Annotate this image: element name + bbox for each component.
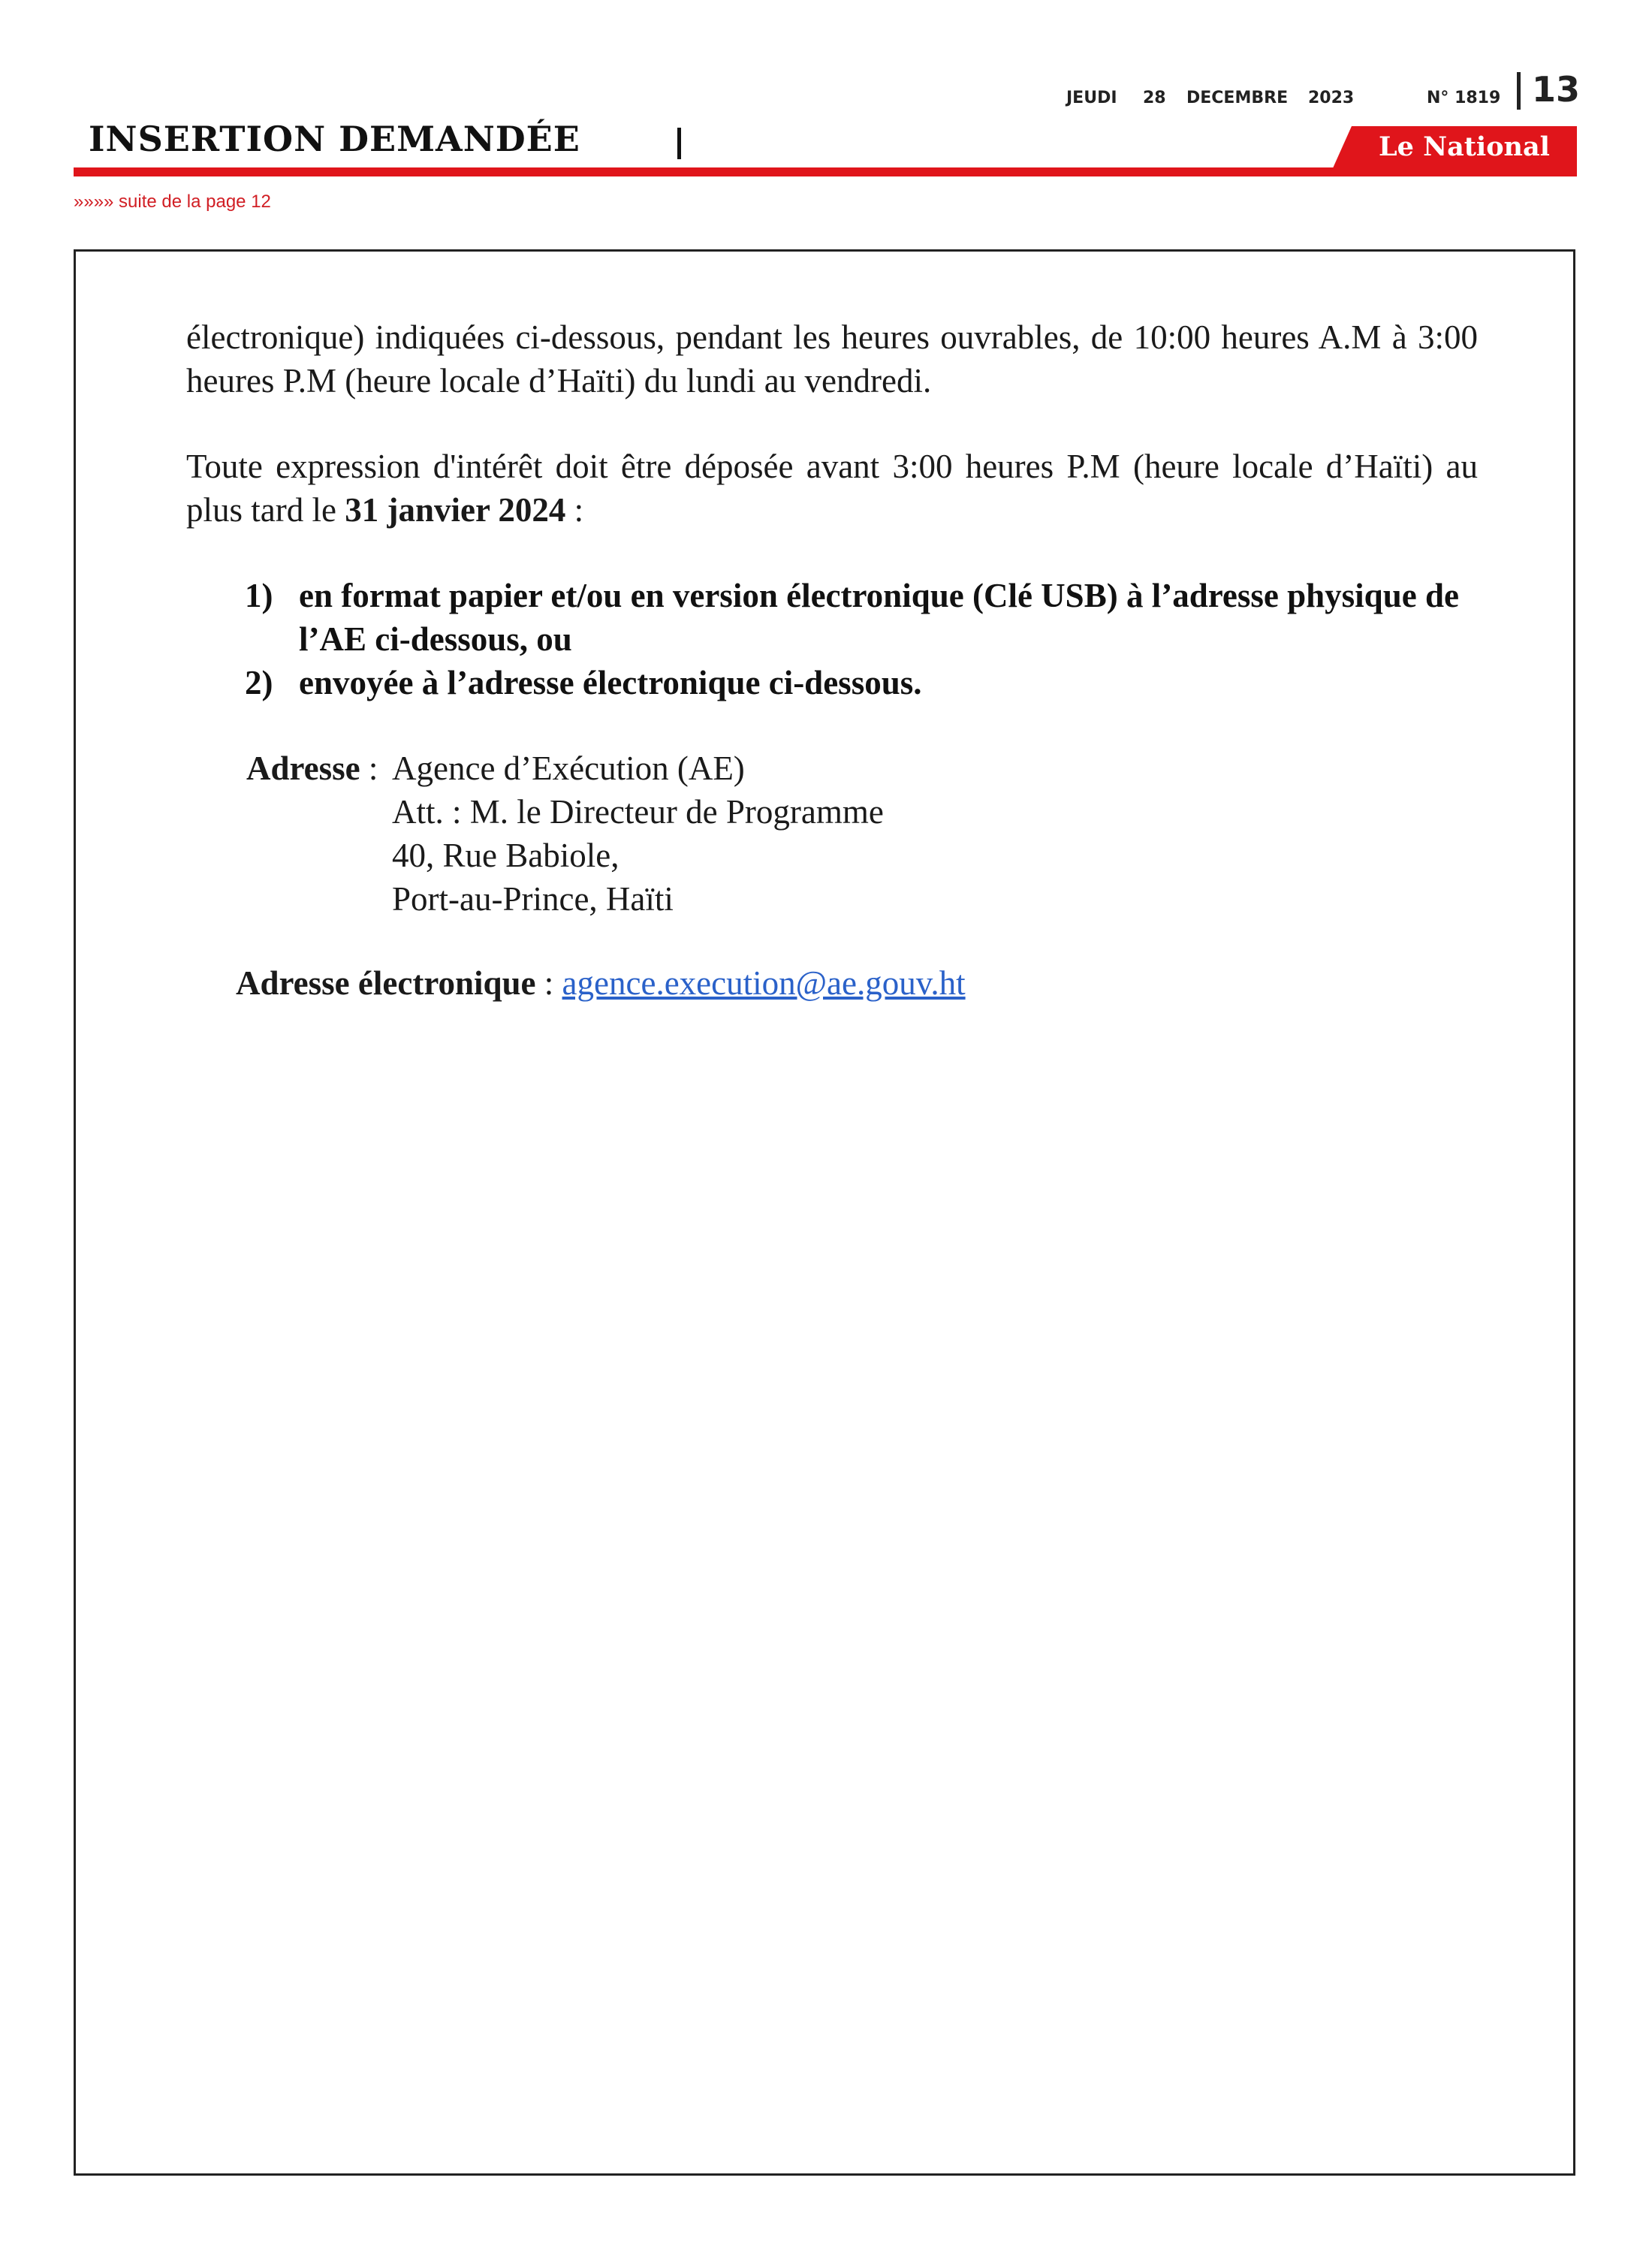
address-heading [246, 749, 378, 787]
list-item-text: envoyée à l’adresse électronique ci-dessous. [299, 664, 922, 701]
email-label: Adresse électronique [236, 964, 536, 1002]
address-line: Port-au-Prince, Haïti [392, 880, 674, 918]
issue-day: JEUDI [1066, 89, 1117, 107]
address-line: Agence d’Exécution (AE) [392, 749, 745, 787]
page-number-divider [1517, 72, 1521, 110]
section-title: INSERTION DEMANDÉE [89, 119, 580, 159]
list-item [245, 574, 1476, 661]
deadline-text: Toute expression d'intérêt doit être déposée avant 3:00 heures P.M (heure locale d’Haïti) au plus tard le [186, 448, 1478, 529]
address-lines [392, 746, 884, 921]
list-item-number: 1) [245, 577, 273, 614]
physical-address-block [246, 746, 884, 918]
deadline-date: 31 janvier 2024 [345, 491, 566, 529]
continued-from-note: »»»» suite de la page 12 [74, 192, 271, 212]
title-divider [677, 128, 681, 159]
paragraph-hours: électronique) indiquées ci-dessous, pendant les heures ouvrables, de 10:00 heures A.M à 3:00 heures P.M (heure locale d’Haïti) du lundi au vendredi. [186, 318, 1478, 400]
issue-month: DECEMBRE [1186, 89, 1289, 107]
list-item [245, 661, 1476, 704]
list-item-text: en format papier et/ou en version électronique (Clé USB) à l’adresse physique de l’AE ci-dessous, ou [299, 577, 1459, 658]
submission-methods-list [245, 574, 1476, 704]
page-number: 13 [1532, 69, 1581, 110]
list-item-number: 2) [245, 664, 273, 701]
issue-year: 2023 [1308, 89, 1355, 107]
deadline-colon: : [565, 491, 584, 529]
newspaper-brand: Le National [1379, 131, 1550, 162]
address-label: Adresse [246, 749, 360, 787]
email-link[interactable]: agence.execution@ae.gouv.ht [562, 964, 966, 1002]
paragraph-deadline [186, 445, 1478, 532]
email-address-row [236, 961, 966, 1005]
notice-frame [74, 249, 1575, 2176]
address-line: Att. : M. le Directeur de Programme [392, 793, 884, 831]
address-line: 40, Rue Babiole, [392, 837, 620, 874]
issue-date-number: 28 [1143, 89, 1166, 107]
email-colon: : [535, 964, 562, 1002]
address-colon: : [360, 749, 378, 787]
issue-number: N° 1819 [1427, 89, 1501, 107]
